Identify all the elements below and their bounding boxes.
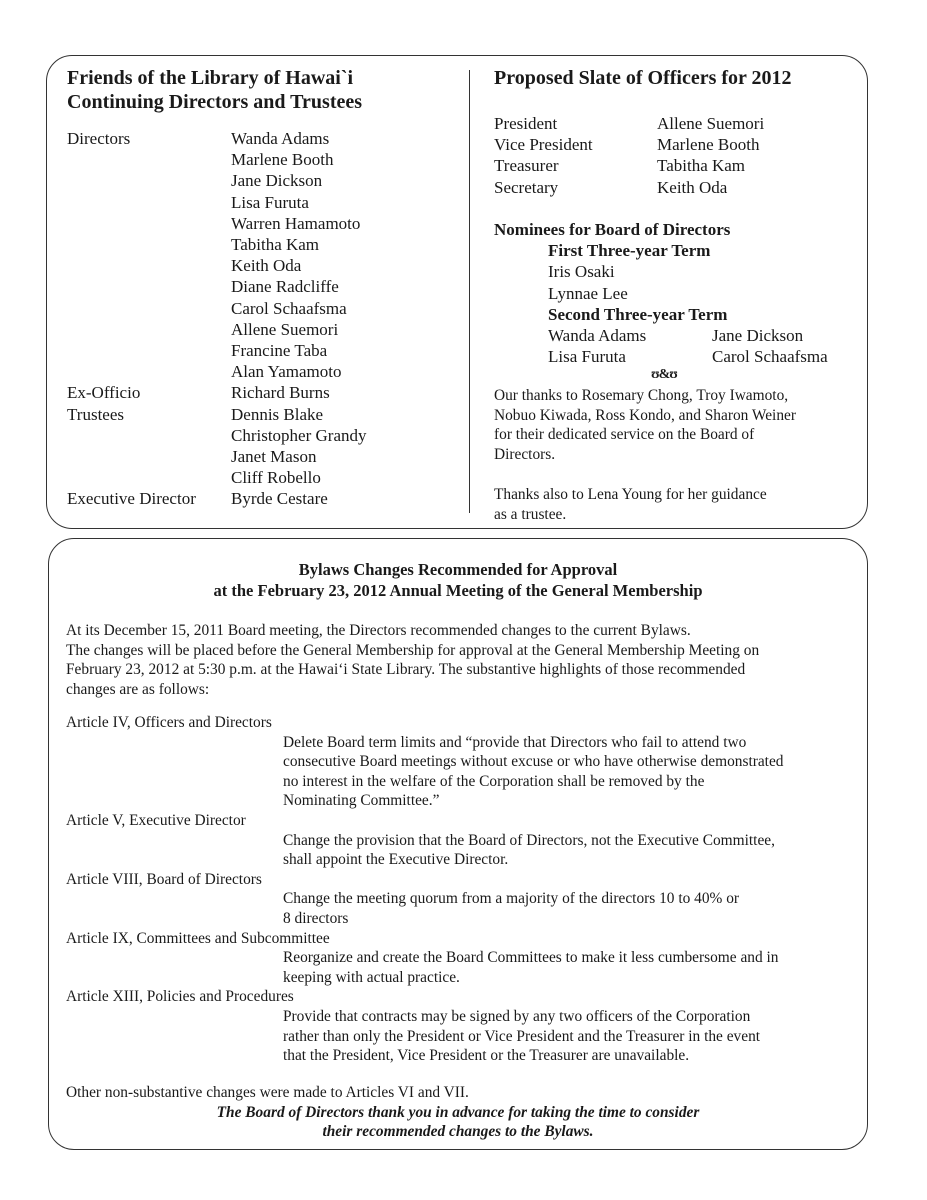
list-item: Marlene Booth xyxy=(231,150,334,170)
article-description: Change the meeting quorum from a majority of the directors 10 to 40% or 8 directors xyxy=(283,890,740,927)
list-item: Warren Hamamoto xyxy=(231,213,361,233)
second-term-heading: Second Three-year Term xyxy=(548,305,728,324)
article-title: Article IV, Officers and Directors xyxy=(66,714,272,731)
article-title: Article VIII, Board of Directors xyxy=(66,870,262,888)
directors-list xyxy=(67,128,457,510)
list-item: Lisa Furuta xyxy=(231,192,309,212)
right-heading: Proposed Slate of Officers for 2012 xyxy=(494,67,792,89)
first-term-heading: First Three-year Term xyxy=(548,241,711,260)
list-item: President Allene Suemori xyxy=(494,114,765,133)
list-item: Keith Oda xyxy=(231,256,302,276)
thanks-paragraph: Our thanks to Rosemary Chong, Troy Iwamoto, Nobuo Kiwada, Ross Kondo, and Sharon Weiner for their dedicated service on the Board of Directors. xyxy=(494,387,796,463)
article-description: Reorganize and create the Board Committees to make it less cumbersome and in keeping with actual practice. xyxy=(283,949,779,986)
list-item: Lynnae Lee xyxy=(548,284,628,303)
list-item: Vice President Marlene Booth xyxy=(494,135,760,155)
list-item: Treasurer Tabitha Kam xyxy=(494,156,746,176)
list-item: Directors Wanda Adams xyxy=(67,129,330,148)
nominees-heading: Nominees for Board of Directors xyxy=(494,220,731,239)
article-title: Article V, Executive Director xyxy=(66,811,246,829)
left-heading xyxy=(67,66,362,114)
article-description: Provide that contracts may be signed by any two officers of the Corporation rather than only the President or Vice President and the Treasurer in the event that the President, Vice President or the Treasurer are unavailable. xyxy=(283,1007,761,1065)
list-item: Francine Taba xyxy=(231,341,328,361)
bylaws-intro: At its December 15, 2011 Board meeting, the Directors recommended changes to the current Bylaws. The changes will be placed before the General Membership for approval at the General Membership Meeting on February 23, 2012 at 5:30 p.m. at the Hawai‘i State Library. The substantive highlights of those recommended changes are as follows: xyxy=(66,622,760,698)
article-description: Delete Board term limits and “provide that Directors who fail to attend two consecutive Board meetings without excuse or who have otherwise demonstrated no interest in the welfare of the Corporation shall be removed by the Nominating Committee.” xyxy=(283,733,784,810)
articles-list xyxy=(66,713,856,1066)
list-item: Christopher Grandy xyxy=(231,425,367,445)
left-heading-line: Friends of the Library of Hawai`i xyxy=(67,67,354,89)
article xyxy=(66,987,856,1065)
list-item: Lisa Furuta Carol Schaafsma xyxy=(548,347,828,366)
article xyxy=(66,870,856,929)
thanks-trustee-paragraph: Thanks also to Lena Young for her guidance as a trustee. xyxy=(494,486,767,523)
list-item: Iris Osaki xyxy=(548,262,615,281)
article xyxy=(66,811,856,870)
article-title: Article XIII, Policies and Procedures xyxy=(66,988,294,1006)
list-item: Cliff Robello xyxy=(231,468,321,488)
bylaws-title: Bylaws Changes Recommended for Approval at the February 23, 2012 Annual Meeting of the General Membership xyxy=(213,560,703,600)
article-description: Change the provision that the Board of Directors, not the Executive Committee, shall appoint the Executive Director. xyxy=(283,831,775,869)
left-heading-line: Continuing Directors and Trustees xyxy=(67,91,363,113)
list-item: Executive Director Byrde Cestare xyxy=(67,489,328,509)
list-item: Ex-Officio Richard Burns xyxy=(67,383,330,403)
list-item: Secretary Keith Oda xyxy=(494,177,728,197)
article xyxy=(66,713,856,811)
article-title: Article IX, Committees and Subcommittee xyxy=(66,929,330,947)
closing-note: The Board of Directors thank you in advance for taking the time to consider their recommended changes to the Bylaws. xyxy=(216,1104,700,1140)
list-item: Diane Radcliffe xyxy=(231,277,339,297)
ornament-icon: ʊ&ʊ xyxy=(651,367,677,382)
column-divider xyxy=(469,70,470,513)
list-item: Alan Yamamoto xyxy=(231,362,342,382)
list-item: Trustees Dennis Blake xyxy=(67,404,324,424)
article xyxy=(66,929,856,988)
list-item: Jane Dickson xyxy=(231,171,323,191)
list-item: Wanda Adams Jane Dickson xyxy=(548,326,804,345)
other-changes-note: Other non-substantive changes were made to Articles VI and VII. xyxy=(66,1084,469,1101)
list-item: Janet Mason xyxy=(231,447,317,467)
list-item: Allene Suemori xyxy=(231,319,339,339)
list-item: Carol Schaafsma xyxy=(231,298,347,318)
list-item: Tabitha Kam xyxy=(231,235,320,255)
officers-list xyxy=(494,113,764,198)
